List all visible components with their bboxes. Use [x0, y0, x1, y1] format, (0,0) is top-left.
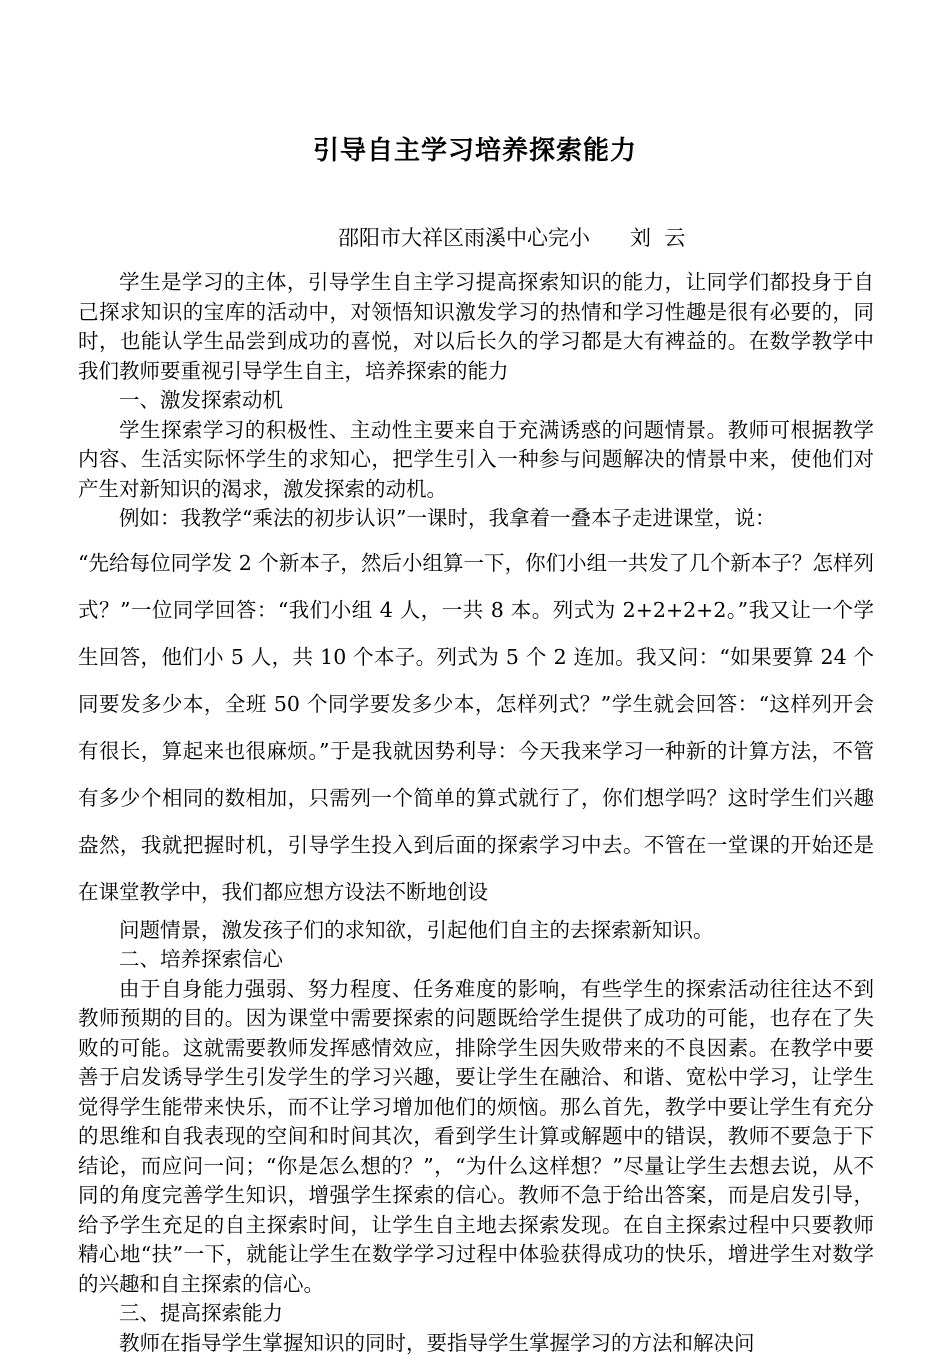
paragraph-intro: 学生是学习的主体，引导学生自主学习提高探索知识的能力，让同学们都投身于自己探求知识的宝库的活动中，对领悟知识激发学习的热情和学习性趣是很有必要的，同时，也能认学生品尝到成功的喜悦，对以后长久的学习都是大有裨益的。在数学教学中我们教师要重视引导学生自主，培养探索的能力: [78, 268, 874, 386]
author-byline: 邵阳市大祥区雨溪中心完小 刘 云: [338, 222, 685, 252]
paragraph-example-lead: 例如：我教学“乘法的初步认识”一课时，我拿着一叠本子走进课堂，说：: [78, 504, 874, 534]
paragraph-section2: 由于自身能力强弱、努力程度、任务难度的影响，有些学生的探索活动往往达不到教师预期的目的。因为课堂中需要探索的问题既给学生提供了成功的可能，也存在了失败的可能。这就需要教师发挥感情效应，排除学生因失败带来的不良因素。在教学中要善于启发诱导学生引发学生的学习兴趣，要让学生在融洽、和谐、宽松中学习，让学生觉得学生能带来快乐，而不让学习增加他们的烦恼。那么首先，教学中要让学生有充分的思维和自我表现的空间和时间其次，看到学生计算或解题中的错误，教师不要急于下结论，而应问一问；“你是怎么想的？”，“为什么这样想？”尽量让学生去想去说，从不同的角度完善学生知识，增强学生探索的信心。教师不急于给出答案，而是启发引导，给予学生充足的自主探索时间，让学生自主地去探索发现。在自主探索过程中只要教师精心地“扶”一下，就能让学生在数学学习过程中体验获得成功的快乐，增进学生对数学的兴趣和自主探索的信心。: [78, 975, 874, 1300]
section-heading-1: 一、激发探索动机: [78, 386, 874, 416]
document-title: 引导自主学习培养探索能力: [0, 130, 950, 167]
section-heading-3: 三、提高探索能力: [78, 1299, 874, 1329]
paragraph-example: “先给每位同学发 2 个新本子，然后小组算一下，你们小组一共发了几个新本子？怎样列式？”一位同学回答：“我们小组 4 人，一共 8 本。列式为 2+2+2+2。”我又让一个学生回答，他们小 5 人，共 10 个本子。列式为 5 个 2 连加。我又问：“如果要算 24 个同要发多少本，全班 50 个同学要发多少本，怎样列式？”学生就会回答：“这样列开会有很长，算起来也很麻烦。”于是我就因势利导：今天我来学习一种新的计算方法，不管有多少个相同的数相加，只需列一个简单的算式就行了，你们想学吗？这时学生们兴趣盎然，我就把握时机，引导学生投入到后面的探索学习中去。不管在一堂课的开始还是在课堂教学中，我们都应想方设法不断地创设: [78, 540, 874, 916]
paragraph-problem-scene: 问题情景，激发孩子们的求知欲，引起他们自主的去探索新知识。: [78, 916, 874, 946]
paragraph-section1: 学生探索学习的积极性、主动性主要来自于充满诱惑的问题情景。教师可根据教学内容、生活实际怀学生的求知心，把学生引入一种参与问题解决的情景中来，使他们对产生对新知识的渴求，激发探索的动机。: [78, 416, 874, 505]
document-body: [78, 268, 874, 1358]
section-heading-2: 二、培养探索信心: [78, 945, 874, 975]
paragraph-section3: 教师在指导学生掌握知识的同时，要指导学生掌握学习的方法和解决问: [78, 1329, 874, 1358]
